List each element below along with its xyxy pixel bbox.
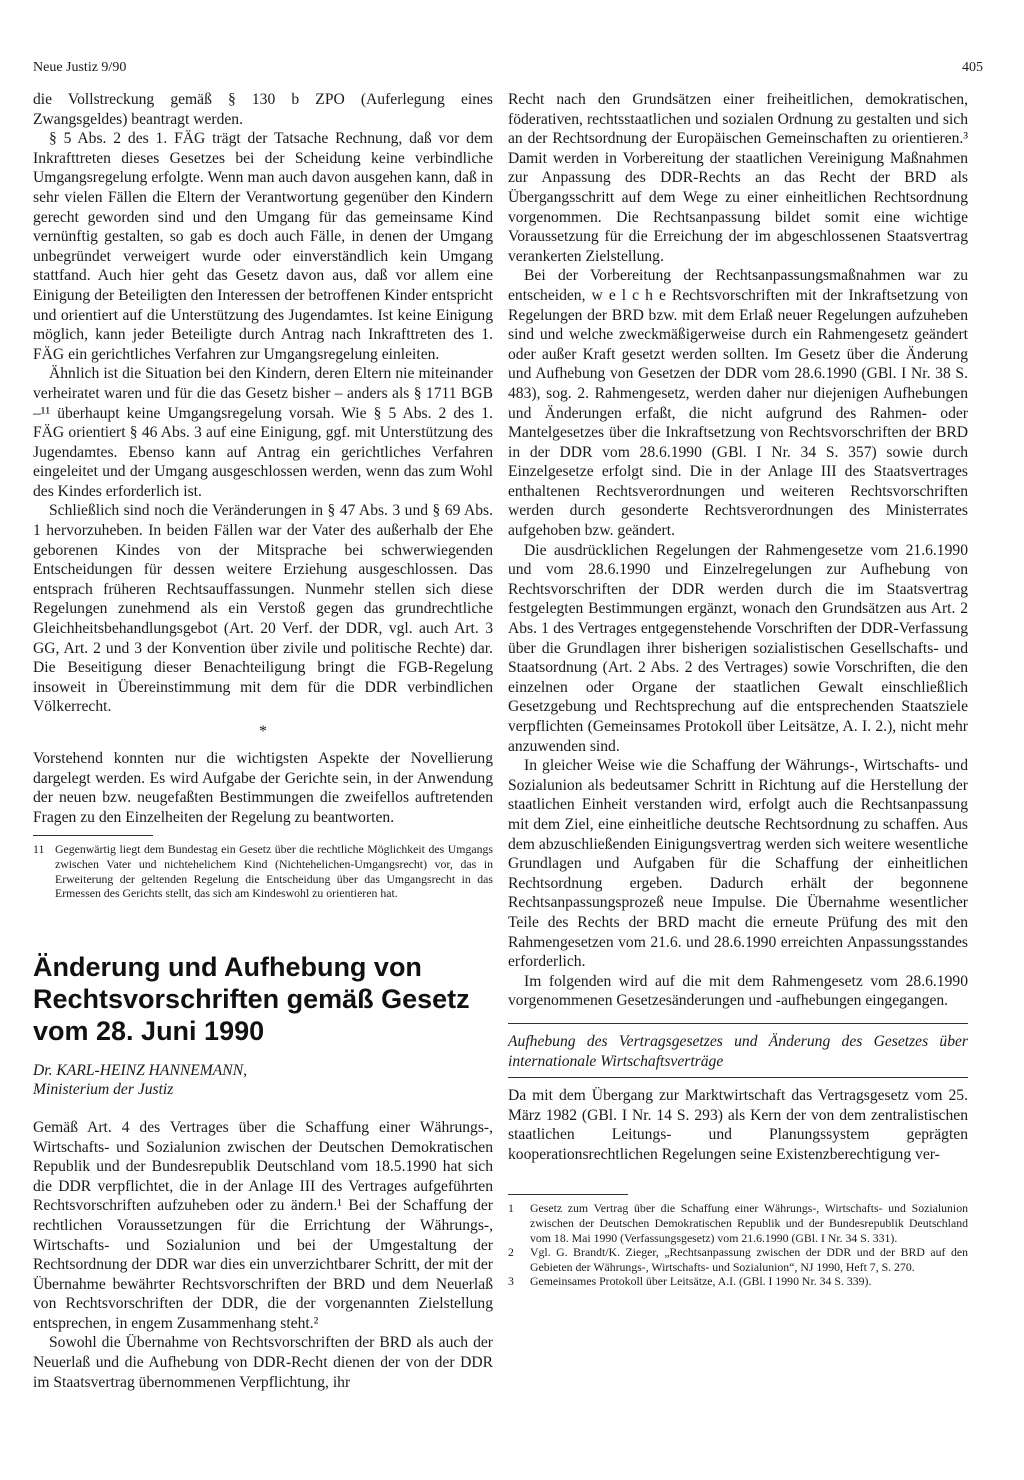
closing-paragraph: Vorstehend konnten nur die wichtigsten Aspekte der Novellierung dargelegt werden. Es wird Aufgabe der Gerichte sein, in der Anwendung der neuen bzw. neugefaßten Bestimmungen die zweifellos auftretenden Fragen zu den Einzelheiten der Regelung zu beantworten. bbox=[33, 750, 493, 826]
footnote-text: Gesetz zum Vertrag über die Schaffung einer Währungs-, Wirtschafts- und Sozialunion zwischen der Deutschen Demokratischen Republik und der Bundesrepublik Deutschland vom 18. Mai 1990 (Verfassungsgesetz) vom 21.6.1990 (GBl. I Nr. 34 S. 331). bbox=[530, 1201, 968, 1245]
footnote-text: Gegenwärtig liegt dem Bundestag ein Gesetz über die rechtliche Möglichkeit des Umgangs zwischen Vater und nichtehelichem Kind (Nichtehelichen-Umgangsrecht) vor, das in Erweiterung der geltenden Regelung die Entscheidung über das Umgangsrecht in das Ermessen des Gerichts stellt, das sich am Kindeswohl zu orientieren hat. bbox=[55, 842, 493, 901]
left-column bbox=[33, 90, 493, 1392]
footnote-text: Vgl. G. Brandt/K. Zieger, „Rechtsanpassung zwischen der DDR und der BRD auf den Gebieten der Währungs-, Wirtschafts- und Sozialunion“, NJ 1990, Heft 7, S. 270. bbox=[530, 1245, 968, 1274]
footnote bbox=[508, 1274, 968, 1289]
paragraph: Sowohl die Übernahme von Rechtsvorschriften der BRD als auch der Neuerlaß und die Aufhebung von DDR-Recht dienen der von der DDR im Staatsvertrag übernommenen Verpflichtung, ihr bbox=[33, 1334, 493, 1391]
footnote bbox=[33, 842, 493, 900]
paragraph: Recht nach den Grundsätzen einer freiheitlichen, demokratischen, föderativen, rechtsstaatlichen und sozialen Ordnung zu gestalten und sich an der Rechtsordnung der Europäischen Gemeinschaften zu orientieren.³ Damit werden in Vorbereitung der staatlichen Vereinigung Maßnahmen zur Anpassung des DDR-Rechts an das Recht der BRD als Übergangsschritt auf dem Wege zu einer einheitlichen Rechtsordnung vorgenommen. Die Rechtsanpassung bildet somit eine wichtige Voraussetzung für die Erreichung der im abgeschlossenen Staatsvertrag verankerten Zielstellung. bbox=[508, 91, 968, 265]
paragraph: Schließlich sind noch die Veränderungen in § 47 Abs. 3 und § 69 Abs. 1 hervorzuheben. In beiden Fällen war der Vater des außerhalb der Ehe geborenen Kindes von der Mitsprache bei schwerwiegenden Entscheidungen für dessen weitere Erziehung ausgeschlossen. Das entsprach früheren Rechtsauffassungen. Nunmehr stellen sich diese Regelungen zunehmend als ein Verstoß gegen das grundrechtliche Gleichheitsbehandlungsgebot (Art. 20 Verf. der DDR, vgl. auch Art. 3 GG, Art. 2 und 3 der Konvention über zivile und politische Rechte) dar. Die Beseitigung dieser Benachteiligung bringt die FGB-Regelung insoweit in Übereinstimmung mit dem für die DDR verbindlichen Völkerrecht. bbox=[33, 502, 493, 716]
footnote-number: 3 bbox=[508, 1274, 514, 1289]
footnote-rule bbox=[33, 835, 153, 836]
paragraph: Da mit dem Übergang zur Marktwirtschaft das Vertragsgesetz vom 25. März 1982 (GBl. I Nr. 14 S. 293) als Kern der von dem zentralistischen staatlichen Leitungs- und Planungssystem geprägten kooperationsrechtlichen Regelungen seine Existenzberechtigung ver- bbox=[508, 1087, 968, 1163]
paragraph: Gemäß Art. 4 des Vertrages über die Schaffung einer Währungs-, Wirtschafts- und Sozialunion zwischen der Deutschen Demokratischen Republik und der Bundesrepublik Deutschland vom 18.5.1990 hat sich die DDR verpflichtet, die in der Anlage III des Vertrages aufgeführten Rechtsvorschriften aufzuheben oder zu ändern.¹ Bei der Schaffung der rechtlichen Voraussetzungen für die Errichtung der Währungs-, Wirtschafts- und Sozialunion und bei der Umgestaltung der Rechtsordnung der DDR war dies ein unverzichtbarer Schritt, der mit der Übernahme bewährter Rechtsvorschriften der BRD und dem Neuerlaß von Rechtsvorschriften der DDR, die der vorgenannten Zielstellung entsprechen, in engem Zusammenhang steht.² bbox=[33, 1118, 493, 1332]
paragraph: Bei der Vorbereitung der Rechtsanpassungsmaßnahmen war zu entscheiden, w e l c h e Rechtsvorschriften mit der Inkraftsetzung von Regelungen der BRD bzw. mit dem Erlaß neuer Regelungen aufzuheben sind und welche zweckmäßigerweise durch ein Rahmengesetz geändert oder außer Kraft gesetzt werden sollten. Im Gesetz über die Änderung und Aufhebung von Gesetzen der DDR vom 28.6.1990 (GBl. I Nr. 38 S. 483), sog. 2. Rahmengesetz, werden daher nur diejenigen Aufhebungen und Änderungen erfaßt, die nicht aufgrund des Rahmen- oder Mantelgesetzes über die Inkraftsetzung von Rechtsvorschriften der BRD in der DDR vom 28.6.1990 (GBl. I Nr. 34 S. 357) sowie durch Einzelgesetze erfolgt sind. Die in der Anlage III des Staatsvertrages enthaltenen Rechtsverordnungen und weiteren Rechtsvorschriften werden durch gesonderte Rechtsverordnungen des Ministerrates aufgehoben bzw. geändert. bbox=[508, 267, 968, 540]
paragraph: Im folgenden wird auf die mit dem Rahmengesetz vom 28.6.1990 vorgenommenen Gesetzesänderungen und -aufhebungen eingegangen. bbox=[508, 972, 968, 1010]
page-number: 405 bbox=[962, 60, 983, 75]
paragraph: Die ausdrücklichen Regelungen der Rahmengesetze vom 21.6.1990 und vom 28.6.1990 und Einzelregelungen zur Aufhebung von Rechtsvorschriften der DDR werden durch die im Staatsvertrag festgelegten Bestimmungen ergänzt, wonach den Grundsätzen aus Art. 2 Abs. 1 des Vertrages entgegenstehende Vorschriften der DDR-Verfassung über die Grundlagen ihrer bisherigen sozialistischen Gesellschafts- und Staatsordnung (Art. 2 Abs. 2 des Vertrages) sowie Vorschriften, die den einzelnen oder Organe der staatlichen Gewalt einschließlich Gesetzgebung und Rechtsprechung auf die entsprechenden Staatsziele verpflichten (Gemeinsames Protokoll über Leitsätze, A. I. 2.), nicht mehr anzuwenden sind. bbox=[508, 541, 968, 755]
footnote-number: 11 bbox=[33, 842, 45, 857]
article-affiliation: Ministerium der Justiz bbox=[33, 1081, 174, 1099]
article-title: Änderung und Aufhebung von Rechtsvorschriften gemäß Gesetz vom 28. Juni 1990 bbox=[33, 951, 470, 1046]
section-separator: * bbox=[259, 723, 267, 740]
paragraph: die Vollstreckung gemäß § 130 b ZPO (Auferlegung eines Zwangsgeldes) beantragt werden. bbox=[33, 91, 493, 128]
paragraph: § 5 Abs. 2 des 1. FÄG trägt der Tatsache Rechnung, daß vor dem Inkrafttreten dieses Gesetzes bei der Scheidung keine verbindliche Umgangsregelung erfolgte. Wenn man auch davon ausgehen kann, daß in sehr vielen Fällen die Eltern der Verantwortung gegenüber den Kindern gerecht geworden sind und den Umgang für das gemeinsame Kind vernünftig gestalten, so gab es doch auch Fälle, in denen der Umgang unbegründet verweigert wurde oder einverständlich kein Umgang stattfand. Auch hier geht das Gesetz davon aus, daß vor allem eine Einigung der Beteiligten den Interessen der betroffenen Kinder entspricht und orientiert auf die Unterstützung des Jugendamtes. Ist keine Einigung möglich, kann jeder Beteiligte durch Antrag nach Inkrafttreten des 1. FÄG ein gerichtliches Verfahren zur Umgangsregelung einleiten. bbox=[33, 130, 493, 363]
article-author: Dr. KARL-HEINZ HANNEMANN, bbox=[33, 1061, 247, 1079]
footnote-text: Gemeinsames Protokoll über Leitsätze, A.I. (GBl. I 1990 Nr. 34 S. 339). bbox=[530, 1274, 872, 1289]
footnote bbox=[508, 1201, 968, 1245]
footnote-list bbox=[33, 842, 493, 900]
paragraph: In gleicher Weise wie die Schaffung der Währungs-, Wirtschafts- und Sozialunion als bedeutsamer Schritt in Richtung auf die Herstellung der staatlichen Einheit verstanden wird, erfolgt auch die Rechtsanpassung mit dem Ziel, eine einheitliche deutsche Rechtsordnung zu schaffen. Aus dem abzuschließenden Einigungsvertrag werden sich weitere wesentliche Grundlagen und Aufgaben für die Schaffung der einheitlichen Rechtsordnung ergeben. Dadurch erhält der begonnene Rechtsanpassungsprozeß neue Impulse. Die Übernahme wesentlicher Teile des Rechts der BRD macht die erneute Prüfung des mit den Rahmengesetzen vom 21.6. und 28.6.1990 erreichten Anpassungsstandes erforderlich. bbox=[508, 757, 968, 971]
journal-issue: Neue Justiz 9/90 bbox=[33, 60, 127, 75]
footnote-number: 1 bbox=[508, 1201, 514, 1216]
footnote-number: 2 bbox=[508, 1245, 514, 1260]
footnote-rule bbox=[508, 1194, 628, 1195]
footnote bbox=[508, 1245, 968, 1274]
paragraph: Ähnlich ist die Situation bei den Kindern, deren Eltern nie miteinander verheiratet waren und für die das Gesetz bisher – anders als § 1711 BGB –¹¹ überhaupt keine Umgangsregelung vorsah. Wie § 5 Abs. 2 des 1. FÄG orientiert § 46 Abs. 3 auf eine Einigung, ggf. mit Unterstützung des Jugendamtes. Ebenso kann auf Antrag ein gerichtliches Verfahren eingeleitet und der Umgang ausgeschlossen werden, wenn das zum Wohl des Kindes erforderlich ist. bbox=[33, 365, 493, 500]
footnote-list bbox=[508, 1201, 968, 1289]
section-heading: Aufhebung des Vertragsgesetzes und Änderung des Gesetzes über internationale Wirtschaftsverträge bbox=[508, 1032, 968, 1070]
page-header bbox=[33, 60, 983, 82]
right-column bbox=[508, 90, 968, 1289]
